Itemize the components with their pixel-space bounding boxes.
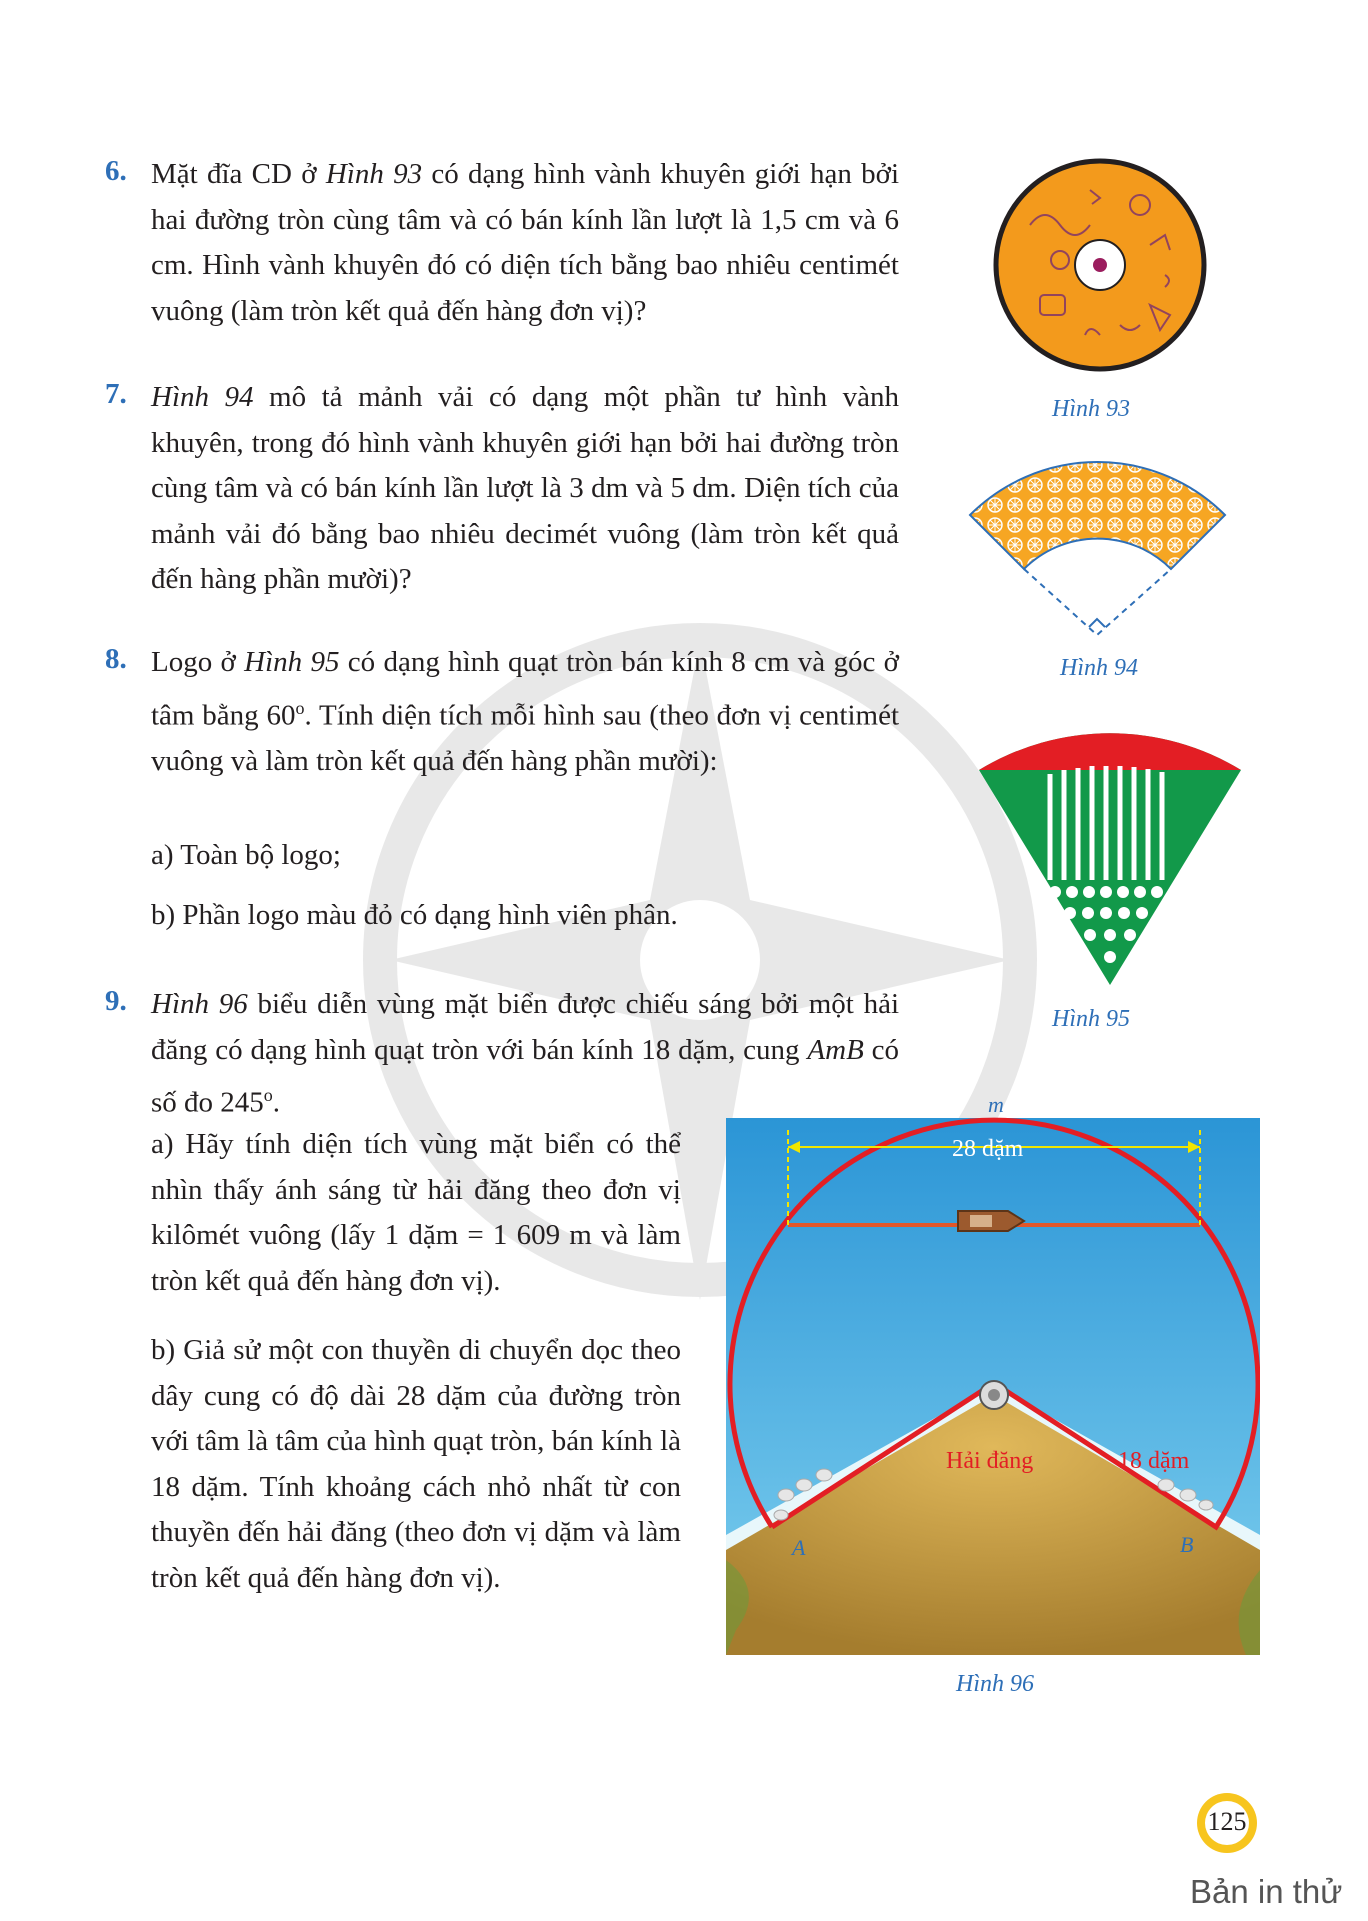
text-run: có dạng hình quạt tròn bán kính 8 cm và góc ở tâm bằng 60 bbox=[151, 646, 899, 732]
text-run: . bbox=[272, 1086, 281, 1119]
text-run: . Tính diện tích mỗi hình sau (theo đơn vị centimét vuông và làm tròn kết quả đến hàng phần mười): bbox=[151, 699, 900, 777]
text-run: Mặt đĩa CD ở bbox=[151, 158, 326, 190]
lighthouse-figure bbox=[726, 1090, 1260, 1655]
label-m: m bbox=[988, 1092, 1004, 1117]
label-chord: 28 dặm bbox=[952, 1136, 1024, 1162]
text-run: có số đo 245 bbox=[151, 1033, 900, 1119]
text-run: mô tả mảnh vải có dạng một phần tư hình vành khuyên, trong đó hình vành khuyên giới hạn bởi hai đường tròn cùng tâm và có bán kính lần lượt là 3 dm và 5 dm. Diện tích của mảnh vải đó bằng bao nhiêu decimét vuông (làm tròn kết quả đến hàng phần mười)? bbox=[151, 381, 900, 595]
problem-6-number: 6. bbox=[105, 155, 127, 187]
problem-8-number: 8. bbox=[105, 643, 127, 675]
problem-9-part-a: a) Hãy tính diện tích vùng mặt biển có thể nhìn thấy ánh sáng từ hải đăng theo đơn vị kilômét vuông (lấy 1 dặm = 1 609 m và làm tròn kết quả đến hàng đơn vị). bbox=[151, 1128, 681, 1297]
fabric-quarter-annulus-figure bbox=[965, 455, 1230, 640]
cd-disc-figure bbox=[990, 155, 1210, 375]
figure-94-caption: Hình 94 bbox=[1060, 655, 1138, 681]
problem-8-part-b: b) Phần logo màu đỏ có dạng hình viên phân. bbox=[151, 899, 678, 931]
label-radius: 18 dặm bbox=[1118, 1448, 1190, 1474]
figure-ref: Hình 95 bbox=[244, 646, 340, 678]
figure-ref: Hình 96 bbox=[151, 988, 248, 1020]
figure-ref: Hình 93 bbox=[325, 158, 423, 190]
text-run: Logo ở bbox=[151, 646, 245, 678]
label-B: B bbox=[1180, 1532, 1194, 1557]
degree-symbol: o bbox=[295, 697, 305, 718]
problem-8-text bbox=[151, 640, 899, 784]
label-A: A bbox=[792, 1535, 806, 1560]
page-number: 125 bbox=[1207, 1807, 1247, 1836]
figure-95-caption: Hình 95 bbox=[1052, 1006, 1130, 1032]
degree-symbol: o bbox=[263, 1085, 273, 1105]
problem-9-number: 9. bbox=[105, 985, 127, 1017]
problem-7-text bbox=[151, 375, 899, 603]
figure-ref: Hình 94 bbox=[151, 381, 254, 413]
problem-6-text bbox=[151, 152, 899, 334]
problem-9-part-b: b) Giả sử một con thuyền di chuyển dọc theo dây cung có độ dài 28 dặm của đường tròn với tâm là tâm của hình quạt tròn, bán kính là 18 dặm. Tính khoảng cách nhỏ nhất từ con thuyền đến hải đăng (theo đơn vị dặm và làm tròn kết quả đến hàng đơn vị). bbox=[151, 1334, 681, 1594]
text-run: có dạng hình vành khuyên giới hạn bởi hai đường tròn cùng tâm và có bán kính lần lượt là 1,5 cm và 6 cm. Hình vành khuyên đó có diện tích bằng bao nhiêu centimét vuông (làm tròn kết quả đến hàng đơn vị)? bbox=[151, 158, 900, 327]
label-lighthouse: Hải đăng bbox=[946, 1448, 1034, 1474]
figure-93-caption: Hình 93 bbox=[1052, 396, 1130, 422]
text-run: biểu diễn vùng mặt biển được chiếu sáng bởi một hải đăng có dạng hình quạt tròn với bán kính 18 dặm, cung bbox=[151, 988, 900, 1066]
problem-8-part-a: a) Toàn bộ logo; bbox=[151, 839, 341, 871]
problem-7-number: 7. bbox=[105, 378, 127, 410]
figure-96-caption: Hình 96 bbox=[956, 1671, 1034, 1697]
arc-name: AmB bbox=[807, 1033, 864, 1066]
logo-sector-figure bbox=[975, 730, 1245, 990]
draft-label: Bản in thử bbox=[1190, 1873, 1343, 1910]
